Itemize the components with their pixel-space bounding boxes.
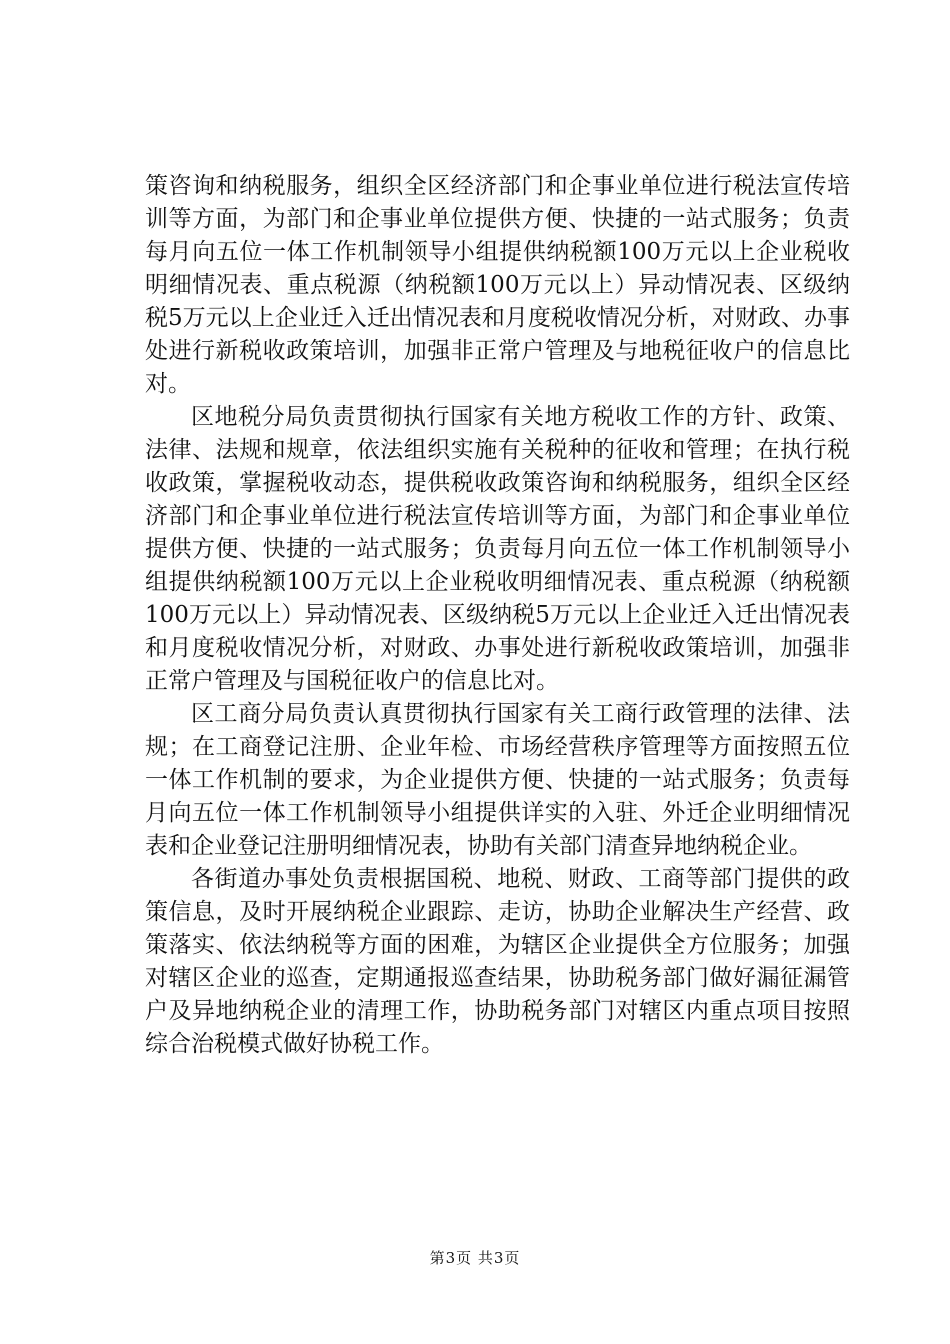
- paragraph-street-offices: 各街道办事处负责根据国税、地税、财政、工商等部门提供的政策信息，及时开展纳税企业跟踪、走访，协助企业解决生产经营、政策落实、依法纳税等方面的困难，为辖区企业提供全方位服务；加强对辖区企业的巡查，定期通报巡查结果，协助税务部门做好漏征漏管户及异地纳税企业的清理工作，协助税务部门对辖区内重点项目按照综合治税模式做好协税工作。: [145, 866, 850, 1057]
- paragraph-industry-commerce-bureau: 区工商分局负责认真贯彻执行国家有关工商行政管理的法律、法规；在工商登记注册、企业年检、市场经营秩序管理等方面按照五位一体工作机制的要求，为企业提供方便、快捷的一站式服务；负责每月向五位一体工作机制领导小组提供详实的入驻、外迁企业明细情况表和企业登记注册明细情况表，协助有关部门清查异地纳税企业。: [145, 701, 850, 859]
- page-number-footer: 第3页 共3页: [429, 1249, 521, 1267]
- document-body: [145, 170, 850, 1061]
- paragraph-continued: 策咨询和纳税服务，组织全区经济部门和企事业单位进行税法宣传培训等方面，为部门和企事业单位提供方便、快捷的一站式服务；负责每月向五位一体工作机制领导小组提供纳税额100万元以上企业税收明细情况表、重点税源（纳税额100万元以上）异动情况表、区级纳税5万元以上企业迁入迁出情况表和月度税收情况分析，对财政、办事处进行新税收政策培训，加强非正常户管理及与地税征收户的信息比对。: [145, 173, 850, 397]
- paragraph-local-tax-bureau: 区地税分局负责贯彻执行国家有关地方税收工作的方针、政策、法律、法规和规章，依法组织实施有关税种的征收和管理；在执行税收政策，掌握税收动态，提供税收政策咨询和纳税服务，组织全区经济部门和企事业单位进行税法宣传培训等方面，为部门和企事业单位提供方便、快捷的一站式服务；负责每月向五位一体工作机制领导小组提供纳税额100万元以上企业税收明细情况表、重点税源（纳税额100万元以上）异动情况表、区级纳税5万元以上企业迁入迁出情况表和月度税收情况分析，对财政、办事处进行新税收政策培训，加强非正常户管理及与国税征收户的信息比对。: [145, 404, 850, 694]
